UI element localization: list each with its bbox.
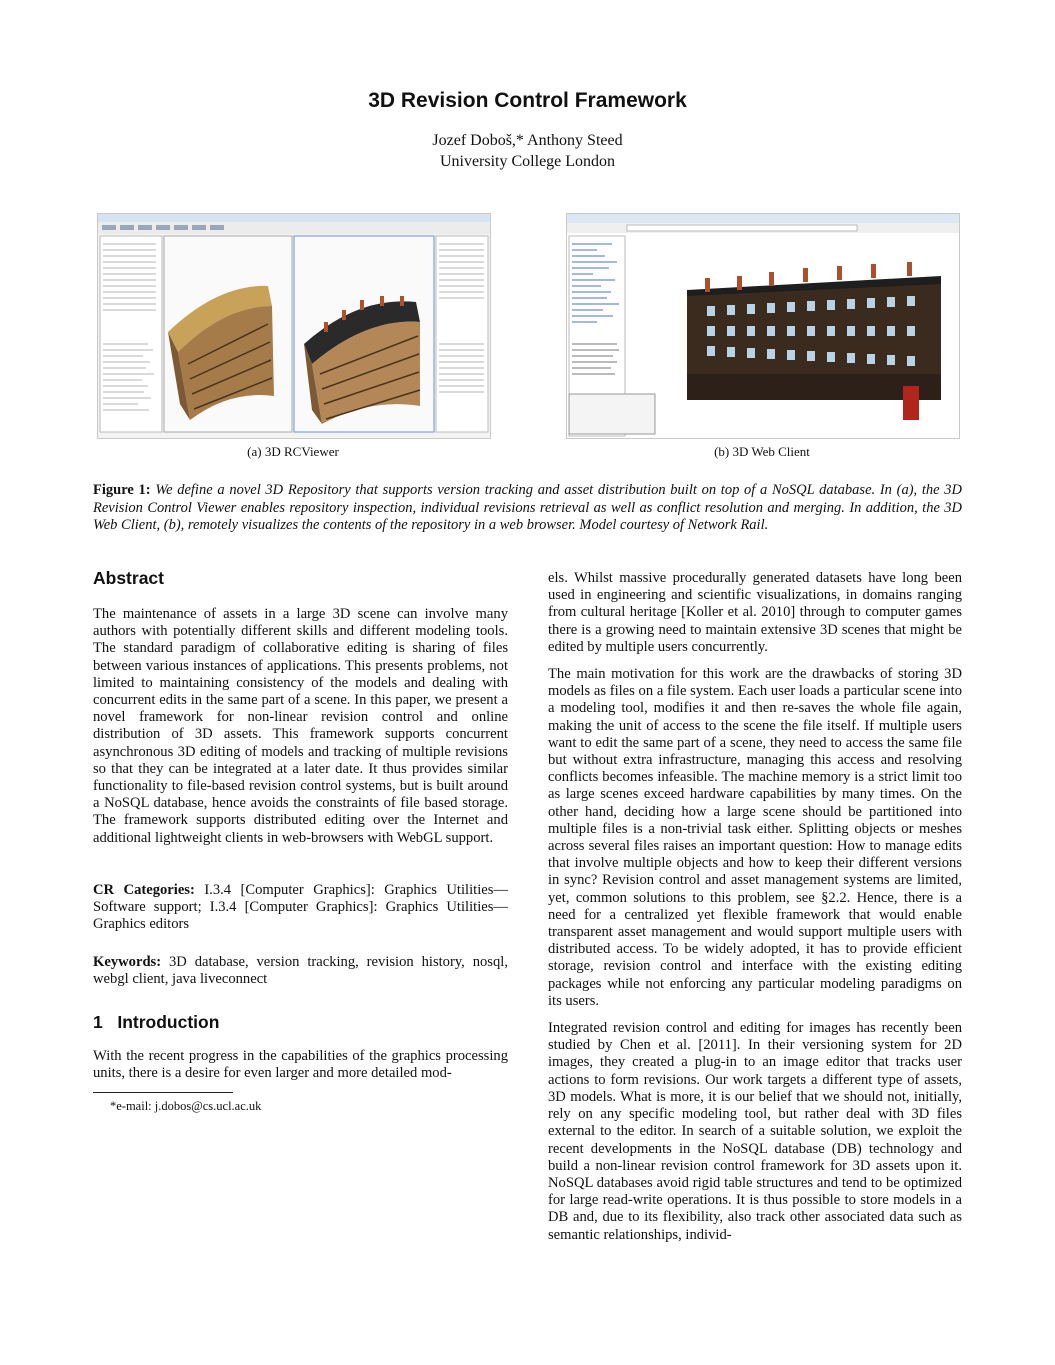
paper-affiliation: University College London <box>439 153 616 170</box>
footnote-divider <box>93 1092 233 1093</box>
introduction-heading <box>93 1012 219 1033</box>
figure-b-subcaption: (b) 3D Web Client <box>714 444 810 459</box>
figure-a-subcaption: (a) 3D RCViewer <box>247 444 339 459</box>
keywords <box>93 954 508 988</box>
figure-b-webclient-screenshot <box>566 213 960 439</box>
paper-title: 3D Revision Control Framework <box>368 89 687 112</box>
right-paragraph-3: Integrated revision control and editing for images has recently been studied by Chen et al. [2011]. In their versioning system for 2D images, they created a plug-in to an image editor that tracks user actions to form revisions. Our work targets a different type of assets, 3D models. What is more, it is our belief that we should not, initially, rely on any specific modeling tool, but rather deal with 3D files external to the editor. In search of a suitable solution, we exploit the recent developments in the NoSQL database (DB) technology and build a non-linear revision control framework for 3D assets upon it. NoSQL databases avoid rigid table structures and tend to be optimized for large read-write operations. It is thus possible to store models in a DB and, due to its flexibility, also track other associated data such as semantic relationships, individ- <box>548 1020 962 1243</box>
section-title: Introduction <box>117 1012 220 1032</box>
figure-a-rcviewer-screenshot <box>97 213 491 439</box>
right-paragraph-2: The main motivation for this work are the drawbacks of storing 3D models as files on a file system. Each user loads a particular scene into a modeling tool, modifies it and then re-saves the whole file again, making the unit of access to the scene the file itself. If multiple users want to edit the same part of a scene, they need to access the same file but without extra infrastructure, managing this access and resolving conflicts becomes infeasible. The machine memory is a strict limit too as large scenes exceed hardware capabilities by many times. On the other hand, deciding how a large scene should be partitioned into multiple files is a non-trivial task either. Splitting objects or meshes across several files raises an important question: How to manage edits that involve multiple objects and how to keep their different versions in sync? Revision control and asset management systems are limited, yet, common solutions to this problem, see §2.2. Hence, there is a need for a centralized yet flexible framework that would enable transparent asset management and would support multiple users with distributed access. To be widely adopted, it has to provide efficient storage, revision control and interface with the existing editing packages while not enforcing any particular modeling paradigms on its users. <box>548 666 962 1009</box>
right-column <box>548 570 962 1244</box>
paper-authors: Jozef Doboš,* Anthony Steed <box>432 132 623 149</box>
figure-caption <box>93 482 962 535</box>
abstract-text: The maintenance of assets in a large 3D scene can involve many authors with potentially different skills and different modeling tools. The standard paradigm of collaborative editing is sharing of files between various instances of applications. This presents problems, not limited to maintaining consistency of the models and dealing with concurrent edits in the same part of a scene. In this paper, we present a novel framework for non-linear revision control and online distribution of 3D assets. This framework supports concurrent asynchronous 3D editing of models and tracking of multiple revisions so that they can be integrated at a later date. It thus provides similar functionality to file-based revision control systems, but is built around a NoSQL database, hence avoids the constraints of file based storage. The framework supports distributed editing over the Internet and additional lightweight clients in web-browsers with WebGL support. <box>93 606 508 846</box>
cr-categories <box>93 882 508 934</box>
abstract-heading: Abstract <box>93 568 164 588</box>
keywords-label: Keywords: <box>93 954 162 970</box>
keywords-text: 3D database, version tracking, revision history, nosql, webgl client, java liveconnect <box>93 954 508 988</box>
cr-categories-text: I.3.4 [Computer Graphics]: Graphics Utilities—Software support; I.3.4 [Computer Graphics]: Graphics Utilities—Graphics editors <box>93 882 508 933</box>
introduction-body <box>93 1048 508 1082</box>
abstract-body <box>93 606 508 847</box>
cr-categories-label: CR Categories: <box>93 882 195 898</box>
right-paragraph-1: els. Whilst massive procedurally generated datasets have long been used in engineering and scientific visualizations, in domains ranging from cultural heritage [Koller et al. 2010] through to computer games there is a growing need to maintain extensive 3D scenes that might be edited by multiple users concurrently. <box>548 570 962 655</box>
figure-caption-label: Figure 1: <box>93 482 151 498</box>
introduction-paragraph-1: With the recent progress in the capabilities of the graphics processing units, there is a desire for even larger and more detailed mod- <box>93 1048 508 1082</box>
author-email-footnote: *e-mail: j.dobos@cs.ucl.ac.uk <box>110 1099 262 1113</box>
figure-caption-text: We define a novel 3D Repository that supports version tracking and asset distribution built on top of a NoSQL database. In (a), the 3D Revision Control Viewer enables repository inspection, individual revisions retrieval as well as conflict resolution and merging. In addition, the 3D Web Client, (b), remotely visualizes the contents of the repository in a web browser. Model courtesy of Network Rail. <box>93 482 963 533</box>
section-number: 1 <box>93 1012 103 1032</box>
